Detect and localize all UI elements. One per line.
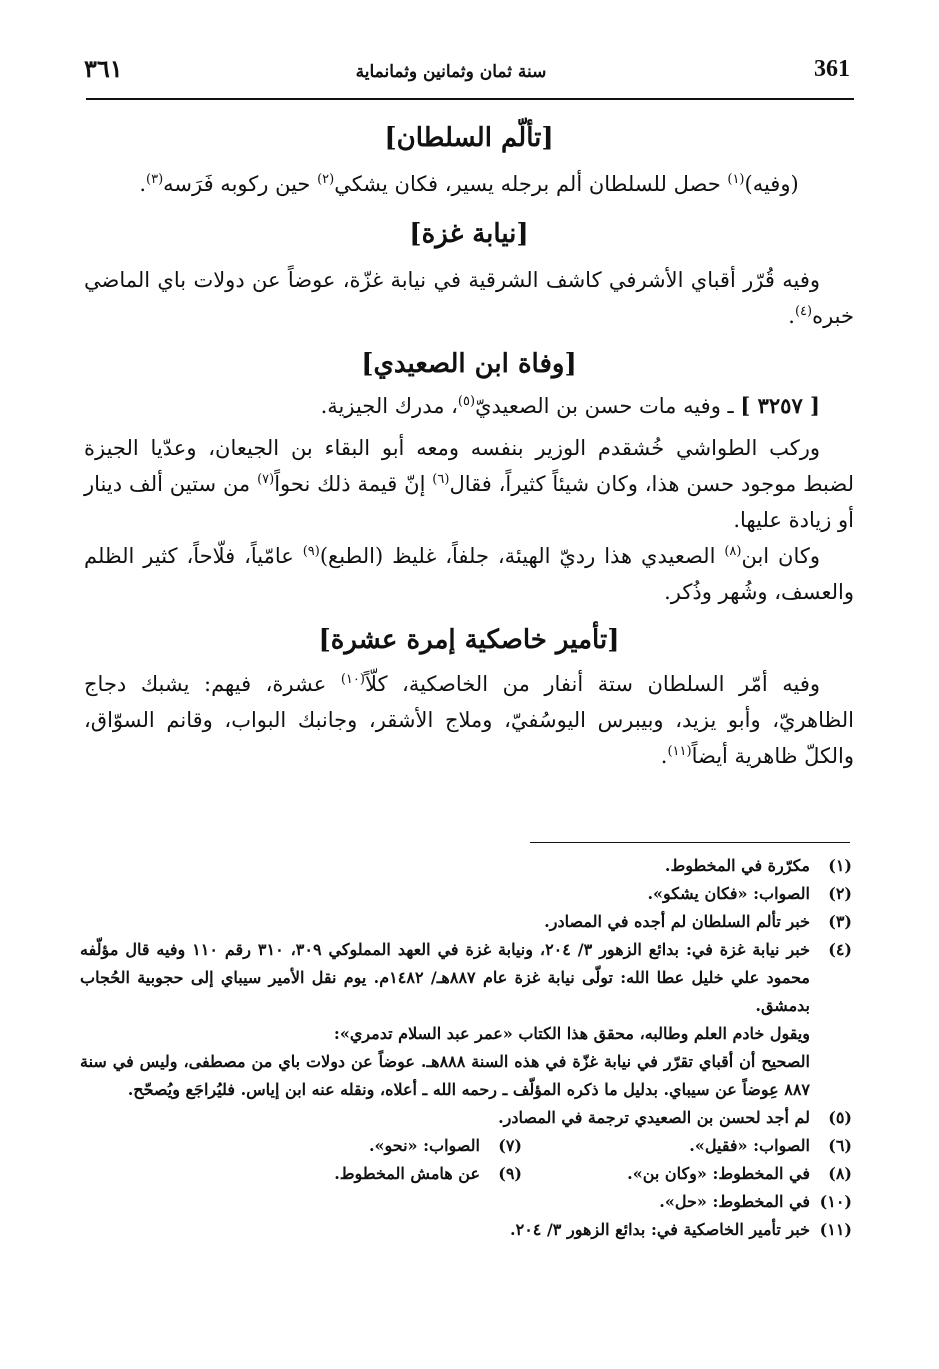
- footnote-mark: (٢): [317, 172, 335, 187]
- paragraph-text: .: [788, 304, 795, 328]
- paragraph-text: عشرة، فيهم: يشبك دجاج الظاهريّ، وأبو يزيد، وبيبرس اليوسُفيّ، وملاج الأشقر، وجانبك البواب، وقانم السوّاق، والكلّ ظاهرية أيضاً: [84, 672, 854, 768]
- footnote-8: [522, 1160, 852, 1188]
- paragraph-text: (وفيه): [744, 172, 799, 196]
- paragraph-sultan-pain: [84, 166, 854, 202]
- footnote-text: الصواب: «فقيل».: [689, 1136, 810, 1155]
- paragraph-character: [84, 538, 854, 610]
- footnote-mark: (٤): [794, 304, 813, 319]
- footnote-text: مكرّرة في المخطوط.: [664, 856, 810, 875]
- footnote-text: الصواب: «فكان يشكو».: [647, 884, 810, 903]
- paragraph-text: .: [660, 744, 668, 768]
- footnote-number: (١١): [819, 1220, 852, 1239]
- footnote-text: [80, 936, 810, 1104]
- paragraph-text: وكان ابن: [741, 544, 820, 568]
- footnote-11: [80, 1216, 852, 1244]
- section-heading-khassakiya: [تأمير خاصكية إمرة عشرة]: [318, 625, 620, 655]
- footnote-number: (٢): [828, 884, 852, 903]
- paragraph-text: وفيه أمّر السلطان ستة أنفار من الخاصكية، كلّاً: [364, 672, 820, 696]
- footnote-7: [369, 1132, 522, 1160]
- footnote-number: (٥): [828, 1108, 852, 1127]
- paragraph-text: الصعيدي هذا رديّ الهيئة، جلفاً، غليظ (الطبع): [319, 544, 725, 568]
- footnote-10: [80, 1188, 852, 1216]
- section-heading-sultan-pain: [تألّم السلطان]: [384, 123, 554, 153]
- footnote-mark: (٥): [457, 394, 476, 409]
- footnote-4-source: خبر نيابة غزة في: بدائع الزهور ٣/ ٢٠٤، ونيابة غزة في العهد المملوكي ٣٠٩، ٣١٠ رقم ١١٠ وفيه قال مؤلّفه محمود علي خليل عطا الله: تولّى نيابة غزة عام ٨٨٧هـ/ ١٤٨٢م. يوم نقل الأمير سيباي إلى حجوبية الحُجاب بدمشق.: [80, 940, 811, 1015]
- footnote-number: (٦): [828, 1136, 852, 1155]
- footnote-6: [522, 1132, 852, 1160]
- paragraph-text: حصل للسلطان ألم برجله يسير، فكان يشكي: [334, 172, 728, 196]
- paragraph-text: ـ وفيه مات حسن بن الصعيديّ: [475, 394, 741, 418]
- footnote-3: [80, 908, 852, 936]
- paragraph-gaza: [84, 262, 854, 334]
- page-number-arabic: ٣٦١: [84, 54, 123, 83]
- paragraph-text: إنّ قيمة ذلك نحواً: [274, 472, 433, 496]
- paragraph-text: وفيه قُرّر أقباي الأشرفي كاشف الشرقية في نيابة غزّة، عوضاً عن دولات باي الماضي خبره: [84, 268, 854, 328]
- footnote-mark: (٩): [302, 544, 320, 559]
- footnote-9: [334, 1160, 522, 1188]
- footnote-text: لم أجد لحسن بن الصعيدي ترجمة في المصادر.: [498, 1108, 810, 1127]
- footnote-1: [80, 852, 852, 880]
- paragraph-text: من ستين ألف دينار أو زيادة عليها.: [84, 472, 854, 532]
- footnote-number: (٤): [828, 940, 852, 959]
- running-header: [86, 54, 854, 100]
- footnote-text: في المخطوط: «حل».: [659, 1192, 810, 1211]
- footnote-text: عن هامش المخطوط.: [334, 1164, 480, 1183]
- footnote-mark: (٨): [724, 544, 742, 559]
- paragraph-text: حين ركوبه فَرَسه: [163, 172, 318, 196]
- entry-3257: [84, 388, 854, 424]
- paragraph-text: عامّياً، فلّاحاً، كثير الظلم والعسف، وشُهر وذُكر.: [84, 544, 854, 604]
- footnote-mark: (٣): [146, 172, 164, 187]
- footnote-2: [80, 880, 852, 908]
- paragraph-estate: [84, 430, 854, 538]
- footnote-row-8-9: [80, 1160, 852, 1188]
- footnote-number: (٣): [828, 912, 852, 931]
- footnote-5: [80, 1104, 852, 1132]
- paragraph-text: .: [139, 172, 147, 196]
- main-text: [84, 118, 854, 774]
- footnotes: [80, 852, 852, 1244]
- footnote-number: (٩): [498, 1164, 522, 1183]
- footnote-number: (٨): [828, 1164, 852, 1183]
- footnote-4-editor-intro: ويقول خادم العلم وطالبه، محقق هذا الكتاب «عمر عبد السلام تدمري»:: [333, 1024, 810, 1043]
- paragraph-text: ، مدرك الجيزية.: [320, 394, 458, 418]
- footnote-number: (١): [828, 856, 852, 875]
- footnote-mark: (٧): [257, 472, 275, 487]
- paragraph-text: وركب الطواشي خُشقدم الوزير بنفسه ومعه أبو البقاء بن الجيعان، وعدّيا الجيزة لضبط موجود حسن هذا، وكان شيئاً كثيراً، فقال: [84, 436, 854, 496]
- footnote-mark: (٦): [432, 472, 450, 487]
- section-heading-gaza: [نيابة غزة]: [409, 219, 529, 249]
- footnote-text: خبر تألم السلطان لم أجده في المصادر.: [544, 912, 810, 931]
- footnote-separator: [530, 842, 850, 843]
- footnote-4-editor-note: الصحيح أن أقباي تقرّر في نيابة غزّة في هذه السنة ٨٨٨هـ. عوضاً عن دولات باي من مصطفى، وليس في سنة ٨٨٧ عِوضاً عن سيباي. بدليل ما ذكره المؤلّف ـ رحمه الله ـ أعلاه، ونقله عنه ابن إياس. فليُراجَع ويُصحّح.: [80, 1052, 810, 1099]
- footnote-mark: (١١): [667, 744, 692, 759]
- footnote-text: الصواب: «نحو».: [368, 1136, 480, 1155]
- page-number-latin: 361: [814, 56, 850, 82]
- footnote-text: خبر تأمير الخاصكية في: بدائع الزهور ٣/ ٢٠٤.: [510, 1220, 810, 1239]
- footnote-4: [80, 936, 852, 1104]
- footnote-number: (١٠): [819, 1192, 852, 1211]
- paragraph-khassakiya: [84, 666, 854, 774]
- footnote-number: (٧): [498, 1136, 522, 1155]
- footnote-row-6-7: [80, 1132, 852, 1160]
- footnote-mark: (١): [727, 172, 745, 187]
- footnote-text: في المخطوط: «وكان بن».: [627, 1164, 810, 1183]
- footnote-mark: (١٠): [340, 672, 365, 687]
- running-title: سنة ثمان وثمانين وثمانماية: [355, 62, 547, 82]
- section-heading-ibn-saidi: [وفاة ابن الصعيدي]: [361, 349, 577, 379]
- entry-number: [ ٣٢٥٧ ]: [740, 393, 820, 418]
